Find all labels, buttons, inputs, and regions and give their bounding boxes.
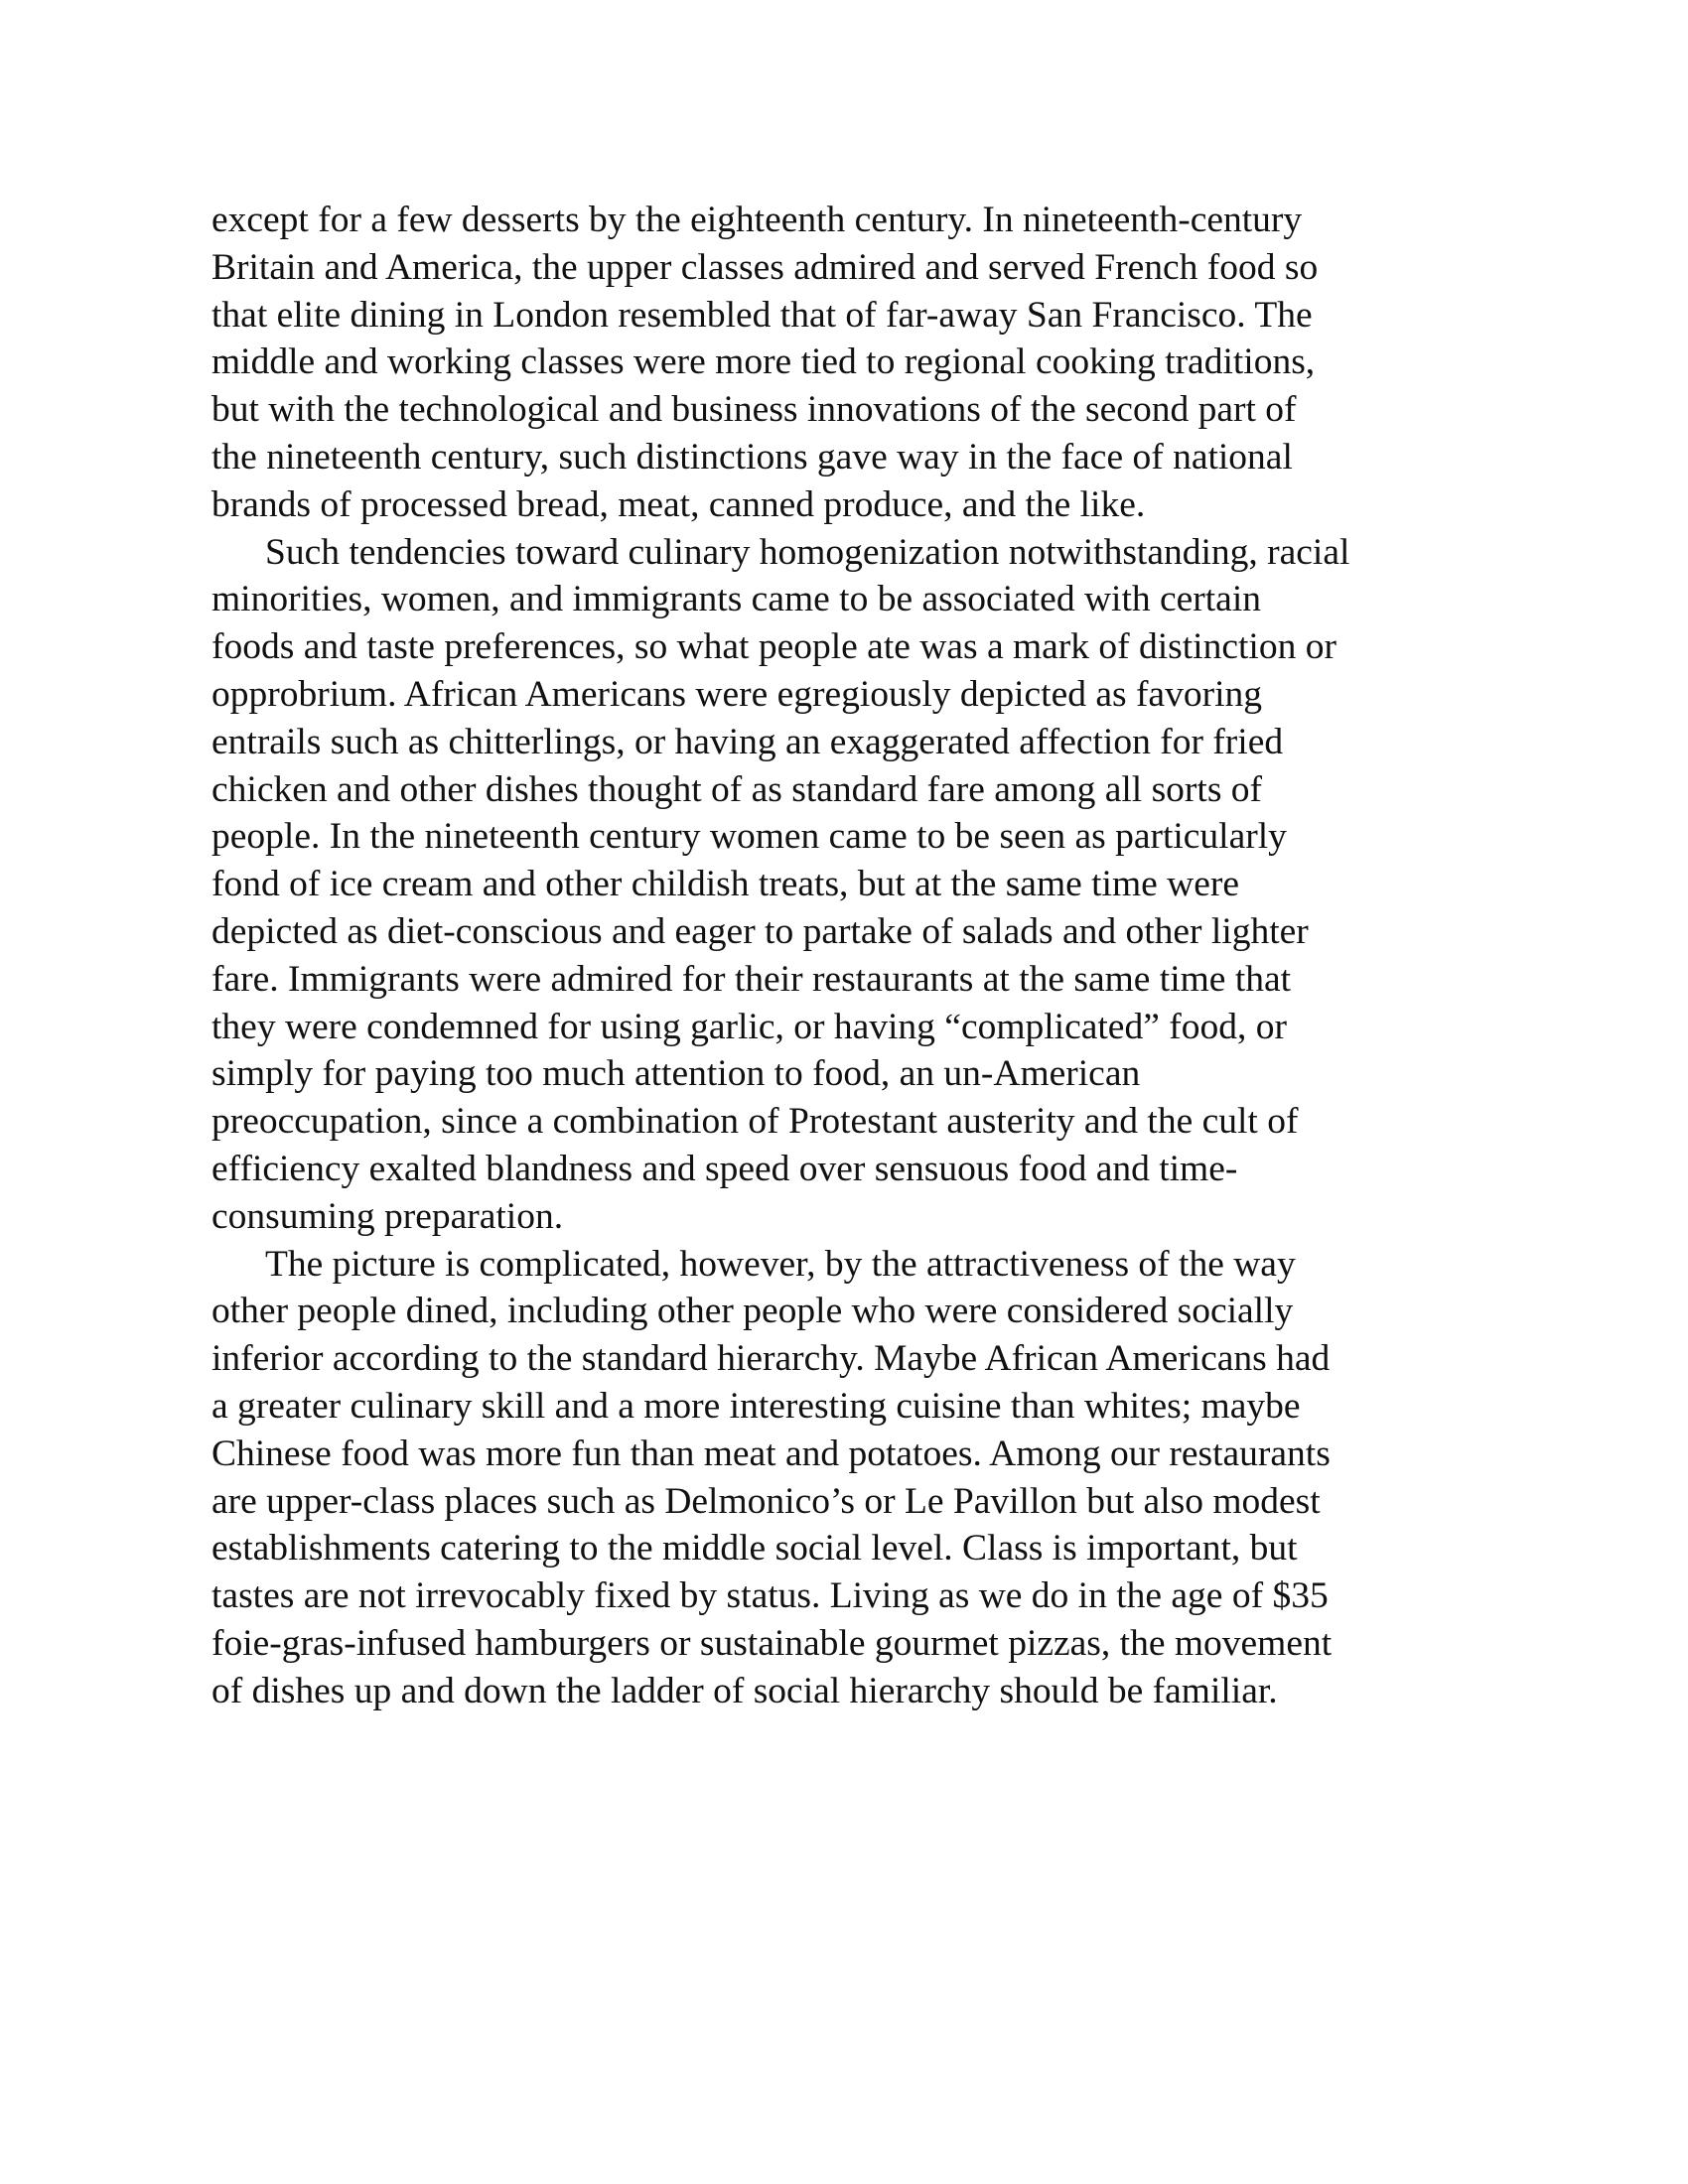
- text-line: foie-gras-infused hamburgers or sustainable gourmet pizzas, the movement: [211, 1622, 1333, 1664]
- paragraph-3: [211, 1241, 1492, 1715]
- text-line: Chinese food was more fun than meat and potatoes. Among our restaurants: [211, 1433, 1331, 1474]
- text-line: establishments catering to the middle social level. Class is important, but: [211, 1528, 1298, 1570]
- text-line: brands of processed bread, meat, canned produce, and the like.: [211, 483, 1146, 525]
- paragraph-1: [211, 197, 1492, 529]
- text-line: except for a few desserts by the eighteenth century. In nineteenth-century: [211, 200, 1303, 240]
- paragraph-2: [211, 529, 1492, 1241]
- text-line: tastes are not irrevocably fixed by status. Living as we do in the age of $35: [211, 1575, 1329, 1617]
- text-line: that elite dining in London resembled that of far-away San Francisco. The: [211, 294, 1313, 336]
- text-line: a greater culinary skill and a more interesting cuisine than whites; maybe: [211, 1385, 1301, 1427]
- text-line: foods and taste preferences, so what people ate was a mark of distinction or: [211, 626, 1336, 668]
- text-line: fare. Immigrants were admired for their restaurants at the same time that: [211, 958, 1292, 1000]
- text-line: opprobrium. African Americans were egregiously depicted as favoring: [211, 673, 1262, 715]
- text-line: simply for paying too much attention to food, an un-American: [211, 1053, 1141, 1095]
- text-line: Such tendencies toward culinary homogenization notwithstanding, racial: [265, 531, 1350, 573]
- text-line: are upper-class places such as Delmonico’s or Le Pavillon but also modest: [211, 1480, 1321, 1522]
- text-line: the nineteenth century, such distinctions gave way in the face of national: [211, 436, 1293, 478]
- text-line: middle and working classes were more tied to regional cooking traditions,: [211, 341, 1316, 383]
- body-text: [211, 197, 1492, 1715]
- text-line: preoccupation, since a combination of Protestant austerity and the cult of: [211, 1101, 1299, 1143]
- text-line: Britain and America, the upper classes admired and served French food so: [211, 246, 1319, 288]
- text-line: but with the technological and business innovations of the second part of: [211, 389, 1297, 431]
- text-line: inferior according to the standard hierarchy. Maybe African Americans had: [211, 1338, 1331, 1380]
- text-line: consuming preparation.: [211, 1195, 564, 1237]
- text-line: of dishes up and down the ladder of social hierarchy should be familiar.: [211, 1670, 1278, 1711]
- text-line: The picture is complicated, however, by the attractiveness of the way: [265, 1243, 1296, 1285]
- text-line: people. In the nineteenth century women came to be seen as particularly: [211, 816, 1287, 858]
- text-line: they were condemned for using garlic, or having “complicated” food, or: [211, 1006, 1287, 1047]
- text-line: minorities, women, and immigrants came to be associated with certain: [211, 579, 1261, 620]
- text-line: chicken and other dishes thought of as standard fare among all sorts of: [211, 768, 1263, 810]
- text-line: fond of ice cream and other childish treats, but at the same time were: [211, 864, 1240, 905]
- text-line: depicted as diet-conscious and eager to partake of salads and other lighter: [211, 910, 1309, 952]
- text-line: entrails such as chitterlings, or having an exaggerated affection for fried: [211, 721, 1284, 762]
- text-line: efficiency exalted blandness and speed over sensuous food and time-: [211, 1148, 1238, 1189]
- text-line: other people dined, including other people who were considered socially: [211, 1291, 1294, 1332]
